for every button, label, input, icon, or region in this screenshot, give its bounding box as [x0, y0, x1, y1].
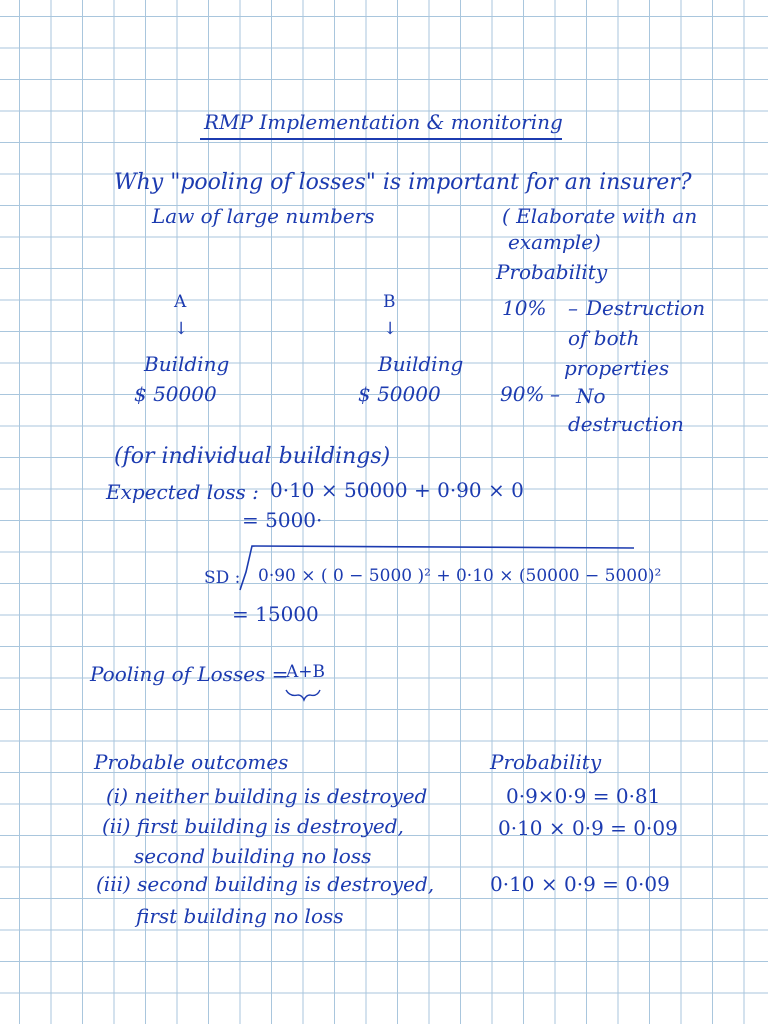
building-a-label: Building [144, 352, 230, 376]
probability-heading: Probability [496, 260, 608, 284]
outcomes-probability-heading: Probability [490, 750, 602, 774]
sd-result: = 15000 [232, 602, 319, 626]
sd-label: SD : [204, 568, 241, 588]
building-a-value: $ 50000 [134, 382, 217, 406]
outcome-1-calc: 0·9×0·9 = 0·81 [506, 784, 661, 808]
prob-90-pct: 90% [500, 382, 545, 406]
prob-90-dash: – [550, 382, 560, 406]
prob-10-pct: 10% [502, 296, 547, 320]
outcome-2-line-1: (ii) first building is destroyed, [102, 814, 404, 838]
prob-10-desc-3: properties [564, 356, 670, 380]
law-text: Law of large numbers [152, 204, 375, 228]
elaborate-text-1: ( Elaborate with an [502, 204, 698, 228]
outcome-3-line-1: (iii) second building is destroyed, [96, 872, 435, 896]
sd-expr: 0·90 × ( 0 − 5000 )² + 0·10 × (50000 − 5000)² [258, 566, 662, 586]
expected-loss-label: Expected loss : [106, 480, 259, 504]
building-b-arrow: ↓ [383, 319, 398, 339]
prob-90-desc-1: No [576, 384, 606, 408]
individual-note: (for individual buildings) [114, 444, 391, 469]
building-a-letter: A [174, 292, 187, 312]
elaborate-text-2: example) [508, 230, 601, 254]
prob-90-desc-2: destruction [568, 412, 684, 436]
outcome-2-calc: 0·10 × 0·9 = 0·09 [498, 816, 678, 840]
pooling-value: A+B [286, 662, 326, 682]
building-a-arrow: ↓ [174, 319, 189, 339]
outcome-3-line-2: first building no loss [136, 904, 344, 928]
outcomes-heading: Probable outcomes [94, 750, 289, 774]
building-b-label: Building [378, 352, 464, 376]
pooling-label: Pooling of Losses = [90, 662, 289, 686]
prob-10-desc-1: Destruction [586, 296, 706, 320]
building-b-letter: B [383, 292, 396, 312]
page-title: RMP Implementation & monitoring [204, 110, 563, 134]
outcome-1-line-1: (i) neither building is destroyed [106, 784, 428, 808]
expected-loss-expr: 0·10 × 50000 + 0·90 × 0 [270, 478, 524, 502]
building-b-value: $ 50000 [358, 382, 441, 406]
question-text: Why "pooling of losses" is important for an insurer? [114, 170, 692, 195]
outcome-2-line-2: second building no loss [134, 844, 372, 868]
prob-10-dash: – [568, 296, 578, 320]
prob-10-desc-2: of both [568, 326, 640, 350]
expected-loss-result: = 5000· [242, 508, 323, 532]
outcome-3-calc: 0·10 × 0·9 = 0·09 [490, 872, 670, 896]
